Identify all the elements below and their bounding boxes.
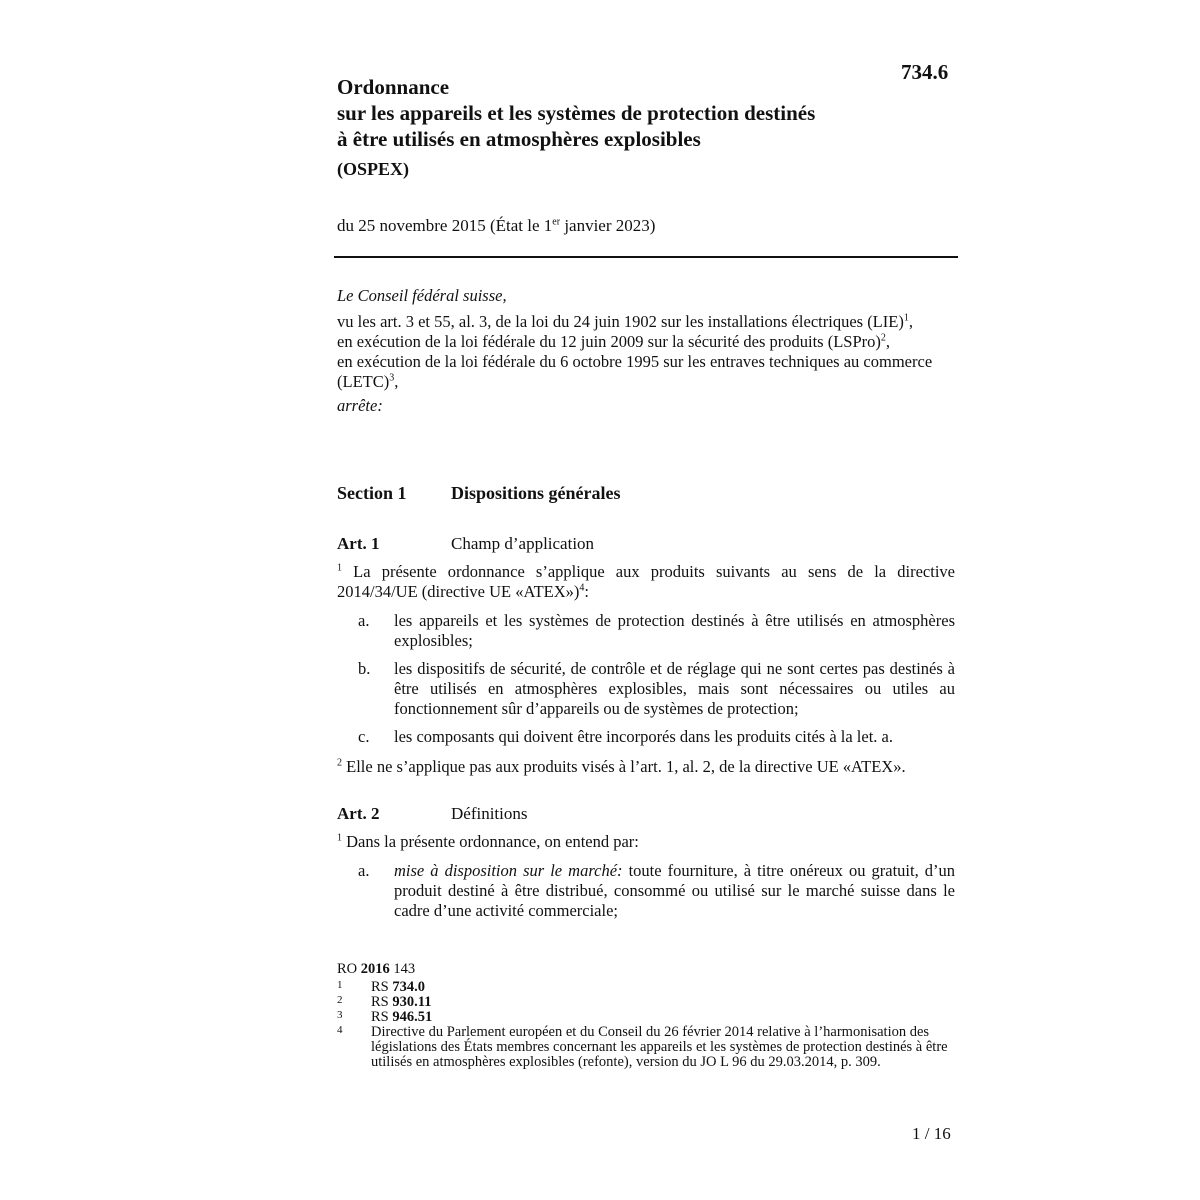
preamble-tail: , bbox=[885, 332, 891, 351]
article-1-paragraph-1 bbox=[337, 562, 955, 602]
definition-term: mise à disposition sur le marché: bbox=[394, 861, 623, 880]
preamble-text: en exécution de la loi fédérale du 6 octobre 1995 sur les entraves techniques au commerce (LETC) bbox=[337, 352, 933, 391]
paragraph-mark: 1 bbox=[337, 562, 342, 574]
article-number: Art. 2 bbox=[337, 804, 380, 823]
list-text: les appareils et les systèmes de protection destinés à être utilisés en atmosphères explosibles; bbox=[394, 611, 955, 650]
footnote-ref[interactable]: 3 bbox=[389, 372, 395, 384]
preamble bbox=[337, 286, 957, 416]
article-2-paragraph-1 bbox=[337, 832, 955, 852]
section-title: Dispositions générales bbox=[451, 483, 621, 503]
page-number: 1 / 16 bbox=[912, 1124, 951, 1143]
footnote-text: RS bbox=[371, 979, 393, 995]
list-text: les dispositifs de sécurité, de contrôle et de réglage qui ne sont certes pas destinés à être utilisés en atmosphères explosibles, mais sont nécessaires ou utiles au fonctionnement sûr d’appareils ou de systèmes de protection; bbox=[394, 659, 955, 718]
title-line: à être utilisés en atmosphères explosibles bbox=[337, 127, 701, 151]
title-line: sur les appareils et les systèmes de protection destinés bbox=[337, 101, 816, 125]
paragraph-text: Elle ne s’applique pas aux produits visés à l’art. 1, al. 2, de la directive UE «ATEX». bbox=[342, 757, 906, 776]
preamble-tail: , bbox=[394, 372, 399, 391]
article-2-list bbox=[337, 861, 955, 929]
date-suffix: janvier 2023) bbox=[560, 216, 656, 235]
header-divider bbox=[334, 256, 958, 258]
preamble-line bbox=[337, 312, 957, 332]
article-1-paragraph-2 bbox=[337, 757, 955, 777]
footnote bbox=[337, 1025, 955, 1070]
ro-year: 2016 bbox=[360, 961, 390, 977]
footnote-ref[interactable]: 4 bbox=[579, 582, 585, 594]
list-letter: c. bbox=[358, 727, 370, 746]
section-number: Section 1 bbox=[337, 483, 407, 503]
section-heading bbox=[337, 483, 621, 504]
preamble-text: vu les art. 3 et 55, al. 3, de la loi du 24 juin 1902 sur les installations électriques (LIE) bbox=[337, 312, 904, 331]
footnote-rs-number[interactable]: 930.11 bbox=[392, 994, 432, 1010]
footnote-ref[interactable]: 2 bbox=[880, 332, 886, 344]
preamble-text: en exécution de la loi fédérale du 12 juin 2009 sur la sécurité des produits (LSPro) bbox=[337, 332, 881, 351]
footnote-text: RS bbox=[371, 1009, 393, 1025]
document-page bbox=[337, 58, 957, 1070]
article-title: Champ d’application bbox=[451, 534, 595, 553]
footnotes bbox=[337, 962, 955, 1070]
article-1-heading bbox=[337, 534, 594, 554]
list-item bbox=[337, 659, 955, 719]
footnote bbox=[337, 1010, 955, 1025]
list-letter: a. bbox=[358, 611, 370, 630]
date-superscript: er bbox=[552, 216, 561, 228]
rs-number: 734.6 bbox=[901, 60, 949, 84]
article-title: Définitions bbox=[451, 804, 528, 823]
list-letter: b. bbox=[358, 659, 371, 678]
list-text: toute fourniture, à titre onéreux ou gratuit, d’un produit destiné à être distribué, consommé ou utilisé sur le marché suisse dans le cadre d’une activité commerciale; bbox=[394, 861, 955, 920]
paragraph-text: La présente ordonnance s’applique aux produits suivants au sens de la directive 2014/34/UE (directive UE «ATEX») bbox=[337, 562, 955, 601]
footnote bbox=[337, 980, 955, 995]
list-letter: a. bbox=[358, 861, 370, 880]
footnote-mark: 4 bbox=[337, 1024, 343, 1036]
footnote-ref[interactable]: 1 bbox=[903, 312, 909, 324]
article-number: Art. 1 bbox=[337, 534, 380, 553]
list-text: les composants qui doivent être incorporés dans les produits cités à la let. a. bbox=[394, 727, 893, 746]
official-compilation-ref bbox=[337, 962, 955, 977]
footnote-mark: 2 bbox=[337, 994, 343, 1006]
paragraph-tail: : bbox=[584, 582, 589, 601]
paragraph-mark: 2 bbox=[337, 757, 342, 769]
article-1-list bbox=[337, 611, 955, 755]
ordinance-abbreviation: (OSPEX) bbox=[337, 159, 409, 179]
list-item bbox=[337, 611, 955, 651]
paragraph-mark: 1 bbox=[337, 832, 342, 844]
paragraph-text: Dans la présente ordonnance, on entend par: bbox=[342, 832, 639, 851]
footnote-text: RS bbox=[371, 994, 393, 1010]
ordinance-date bbox=[337, 216, 655, 236]
list-item bbox=[337, 727, 955, 747]
preamble-decree: arrête: bbox=[337, 396, 383, 415]
preamble-tail: , bbox=[908, 312, 913, 331]
preamble-line bbox=[337, 332, 957, 352]
list-item bbox=[337, 861, 955, 921]
ordinance-title bbox=[337, 74, 957, 182]
article-2-heading bbox=[337, 804, 528, 824]
footnote bbox=[337, 995, 955, 1010]
preamble-authority: Le Conseil fédéral suisse, bbox=[337, 286, 507, 305]
footnote-mark: 3 bbox=[337, 1009, 343, 1021]
footnote-rs-number[interactable]: 734.0 bbox=[392, 979, 425, 995]
footnote-rs-number[interactable]: 946.51 bbox=[392, 1009, 433, 1025]
title-line: Ordonnance bbox=[337, 75, 450, 99]
footnote-mark: 1 bbox=[337, 979, 343, 991]
preamble-line bbox=[337, 352, 957, 392]
ro-page: 143 bbox=[389, 961, 416, 977]
ro-prefix: RO bbox=[337, 961, 361, 977]
footnote-text: Directive du Parlement européen et du Conseil du 26 février 2014 relative à l’harmonisation des législations des États membres concernant les appareils et les systèmes de protection destinés à être utilisés en atmosphères explosibles (refonte), version du JO L 96 du 29.03.2014, p. 309. bbox=[371, 1024, 948, 1070]
date-prefix: du 25 novembre 2015 (État le 1 bbox=[337, 216, 553, 235]
